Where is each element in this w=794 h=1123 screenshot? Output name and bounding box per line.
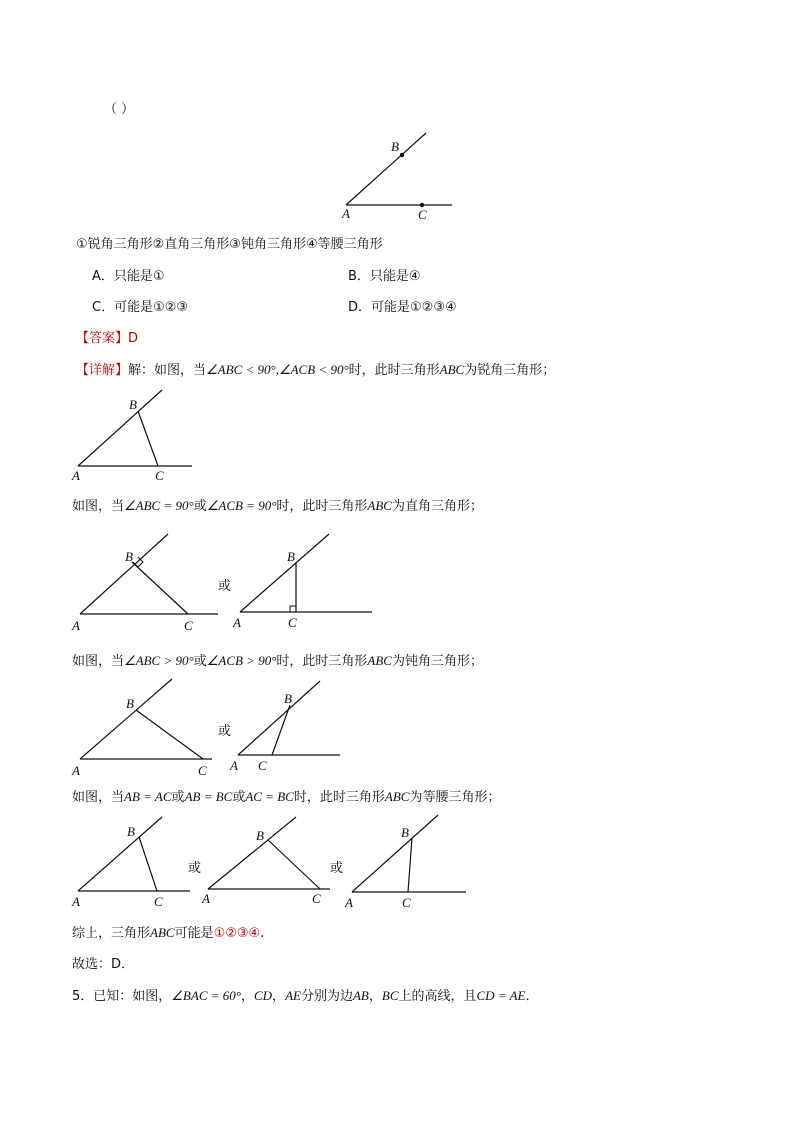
- figure-obtuse-at-c: [228, 677, 348, 777]
- detail-line-3: [72, 652, 483, 671]
- or-label-3: 或: [188, 861, 202, 876]
- detail-p2-end: 为直角三角形；: [391, 499, 483, 514]
- q5-m6: CD = AE: [476, 988, 526, 1003]
- question-5: [72, 987, 539, 1006]
- option-d: D．可能是①②③④: [348, 300, 457, 315]
- q5-s2: ，: [272, 989, 286, 1004]
- figure-obtuse-at-b: [70, 677, 220, 782]
- detail-tag: 【详解】: [76, 363, 129, 378]
- summary-pre: 综上，三角形: [72, 926, 151, 941]
- detail-p4-tri: ABC: [384, 789, 410, 804]
- label-b: B: [401, 825, 409, 840]
- option-a: A．只能是①: [92, 269, 165, 284]
- label-c: C: [198, 763, 207, 778]
- q5-m3: AE: [285, 988, 301, 1003]
- q5-end: ．: [525, 989, 539, 1004]
- or-label-1: 或: [218, 579, 232, 594]
- label-b: B: [126, 696, 134, 711]
- summary-tri: ABC: [150, 925, 175, 940]
- choose-line: 故选：D．: [72, 957, 135, 972]
- q5-m4: AB: [352, 988, 369, 1003]
- figure-isosceles-2: [198, 813, 336, 911]
- detail-p2-post: 时，此时三角形: [276, 499, 368, 514]
- detail-p1-post: 时，此时三角形: [348, 363, 440, 378]
- label-a: A: [230, 758, 238, 773]
- label-a: A: [233, 615, 241, 630]
- q5-pre: 5．已知：如图，: [72, 989, 172, 1004]
- detail-p2-tri: ABC: [367, 498, 392, 513]
- label-a: A: [72, 894, 80, 909]
- q5-s3: 分别为边: [300, 989, 353, 1004]
- detail-p4-or2: 或: [232, 790, 246, 805]
- q5-s4: ，: [368, 989, 382, 1004]
- figure-acute-triangle: [70, 388, 200, 488]
- or-label-2: 或: [218, 724, 232, 739]
- triangle-type-list: ①锐角三角形②直角三角形③钝角三角形④等腰三角形: [76, 237, 383, 252]
- detail-p4-m1: AB = AC: [124, 789, 172, 804]
- detail-line-4: [72, 788, 500, 807]
- or-label-4: 或: [330, 861, 344, 876]
- answer-tag: 【答案】: [76, 331, 129, 346]
- detail-p3-end: 为钝角三角形；: [391, 654, 483, 669]
- detail-p1-end: 为锐角三角形；: [464, 363, 556, 378]
- label-c: C: [418, 207, 427, 222]
- label-b: B: [256, 828, 264, 843]
- answer-line: [76, 330, 138, 348]
- detail-p4-post: 时，此时三角形: [293, 790, 385, 805]
- label-a: A: [345, 895, 353, 910]
- detail-line-1: [76, 361, 555, 380]
- label-b: B: [125, 549, 133, 564]
- label-b: B: [287, 549, 295, 564]
- figure-isosceles-3: [342, 813, 470, 913]
- summary-mid: 可能是: [174, 926, 214, 941]
- summary-value: ①②③④: [213, 926, 261, 941]
- label-c: C: [258, 758, 267, 773]
- detail-p4-m2: AB = BC: [184, 789, 233, 804]
- summary-line: [72, 924, 264, 943]
- detail-line-2: [72, 497, 483, 516]
- figure-right-at-c: [230, 530, 375, 632]
- label-c: C: [402, 895, 411, 910]
- label-a: A: [72, 468, 80, 483]
- detail-p1-pre: 解：如图，当: [128, 363, 207, 378]
- label-b: B: [127, 824, 135, 839]
- label-a: A: [72, 618, 80, 633]
- q5-s1: ，: [240, 989, 254, 1004]
- detail-p2-math2: ∠ACB = 90°: [206, 498, 277, 513]
- summary-end: .: [260, 926, 265, 941]
- figure-isosceles-1: [70, 813, 195, 913]
- answer-blank: （ ）: [104, 102, 135, 117]
- label-c: C: [288, 615, 297, 630]
- detail-p2-mid: 或: [193, 499, 207, 514]
- detail-p4-m3: AC = BC: [245, 789, 294, 804]
- detail-p4-end: 为等腰三角形；: [409, 790, 501, 805]
- label-a: A: [202, 891, 210, 906]
- label-a: A: [72, 763, 80, 778]
- detail-p1-math: ∠ABC < 90°,∠ACB < 90°: [206, 362, 349, 377]
- figure-right-at-b: [70, 530, 225, 635]
- label-c: C: [155, 468, 164, 483]
- q5-m2: CD: [253, 988, 273, 1003]
- q5-m5: BC: [381, 988, 399, 1003]
- detail-p1-tri: ABC: [439, 362, 465, 377]
- label-b: B: [391, 139, 399, 154]
- label-b: B: [284, 691, 292, 706]
- label-b: B: [129, 397, 137, 412]
- detail-p3-post: 时，此时三角形: [276, 654, 368, 669]
- detail-p4-pre: 如图，当: [72, 790, 125, 805]
- detail-p3-math1: ∠ABC > 90°: [124, 653, 194, 668]
- detail-p3-mid: 或: [193, 654, 207, 669]
- detail-p3-pre: 如图，当: [72, 654, 125, 669]
- figure-angle-a: [330, 128, 470, 223]
- option-c: C．可能是①②③: [92, 300, 189, 315]
- label-c: C: [184, 618, 193, 633]
- detail-p2-math1: ∠ABC = 90°: [124, 498, 194, 513]
- answer-value: D: [128, 331, 139, 346]
- label-c: C: [312, 891, 321, 906]
- q5-s5: 上的高线，且: [398, 989, 477, 1004]
- q5-m1: ∠BAC = 60°: [171, 988, 241, 1003]
- detail-p3-tri: ABC: [367, 653, 392, 668]
- detail-p2-pre: 如图，当: [72, 499, 125, 514]
- option-b: B．只能是④: [348, 269, 421, 284]
- label-c: C: [154, 894, 163, 909]
- detail-p3-math2: ∠ACB > 90°: [206, 653, 277, 668]
- label-a: A: [342, 206, 350, 221]
- detail-p4-or1: 或: [171, 790, 185, 805]
